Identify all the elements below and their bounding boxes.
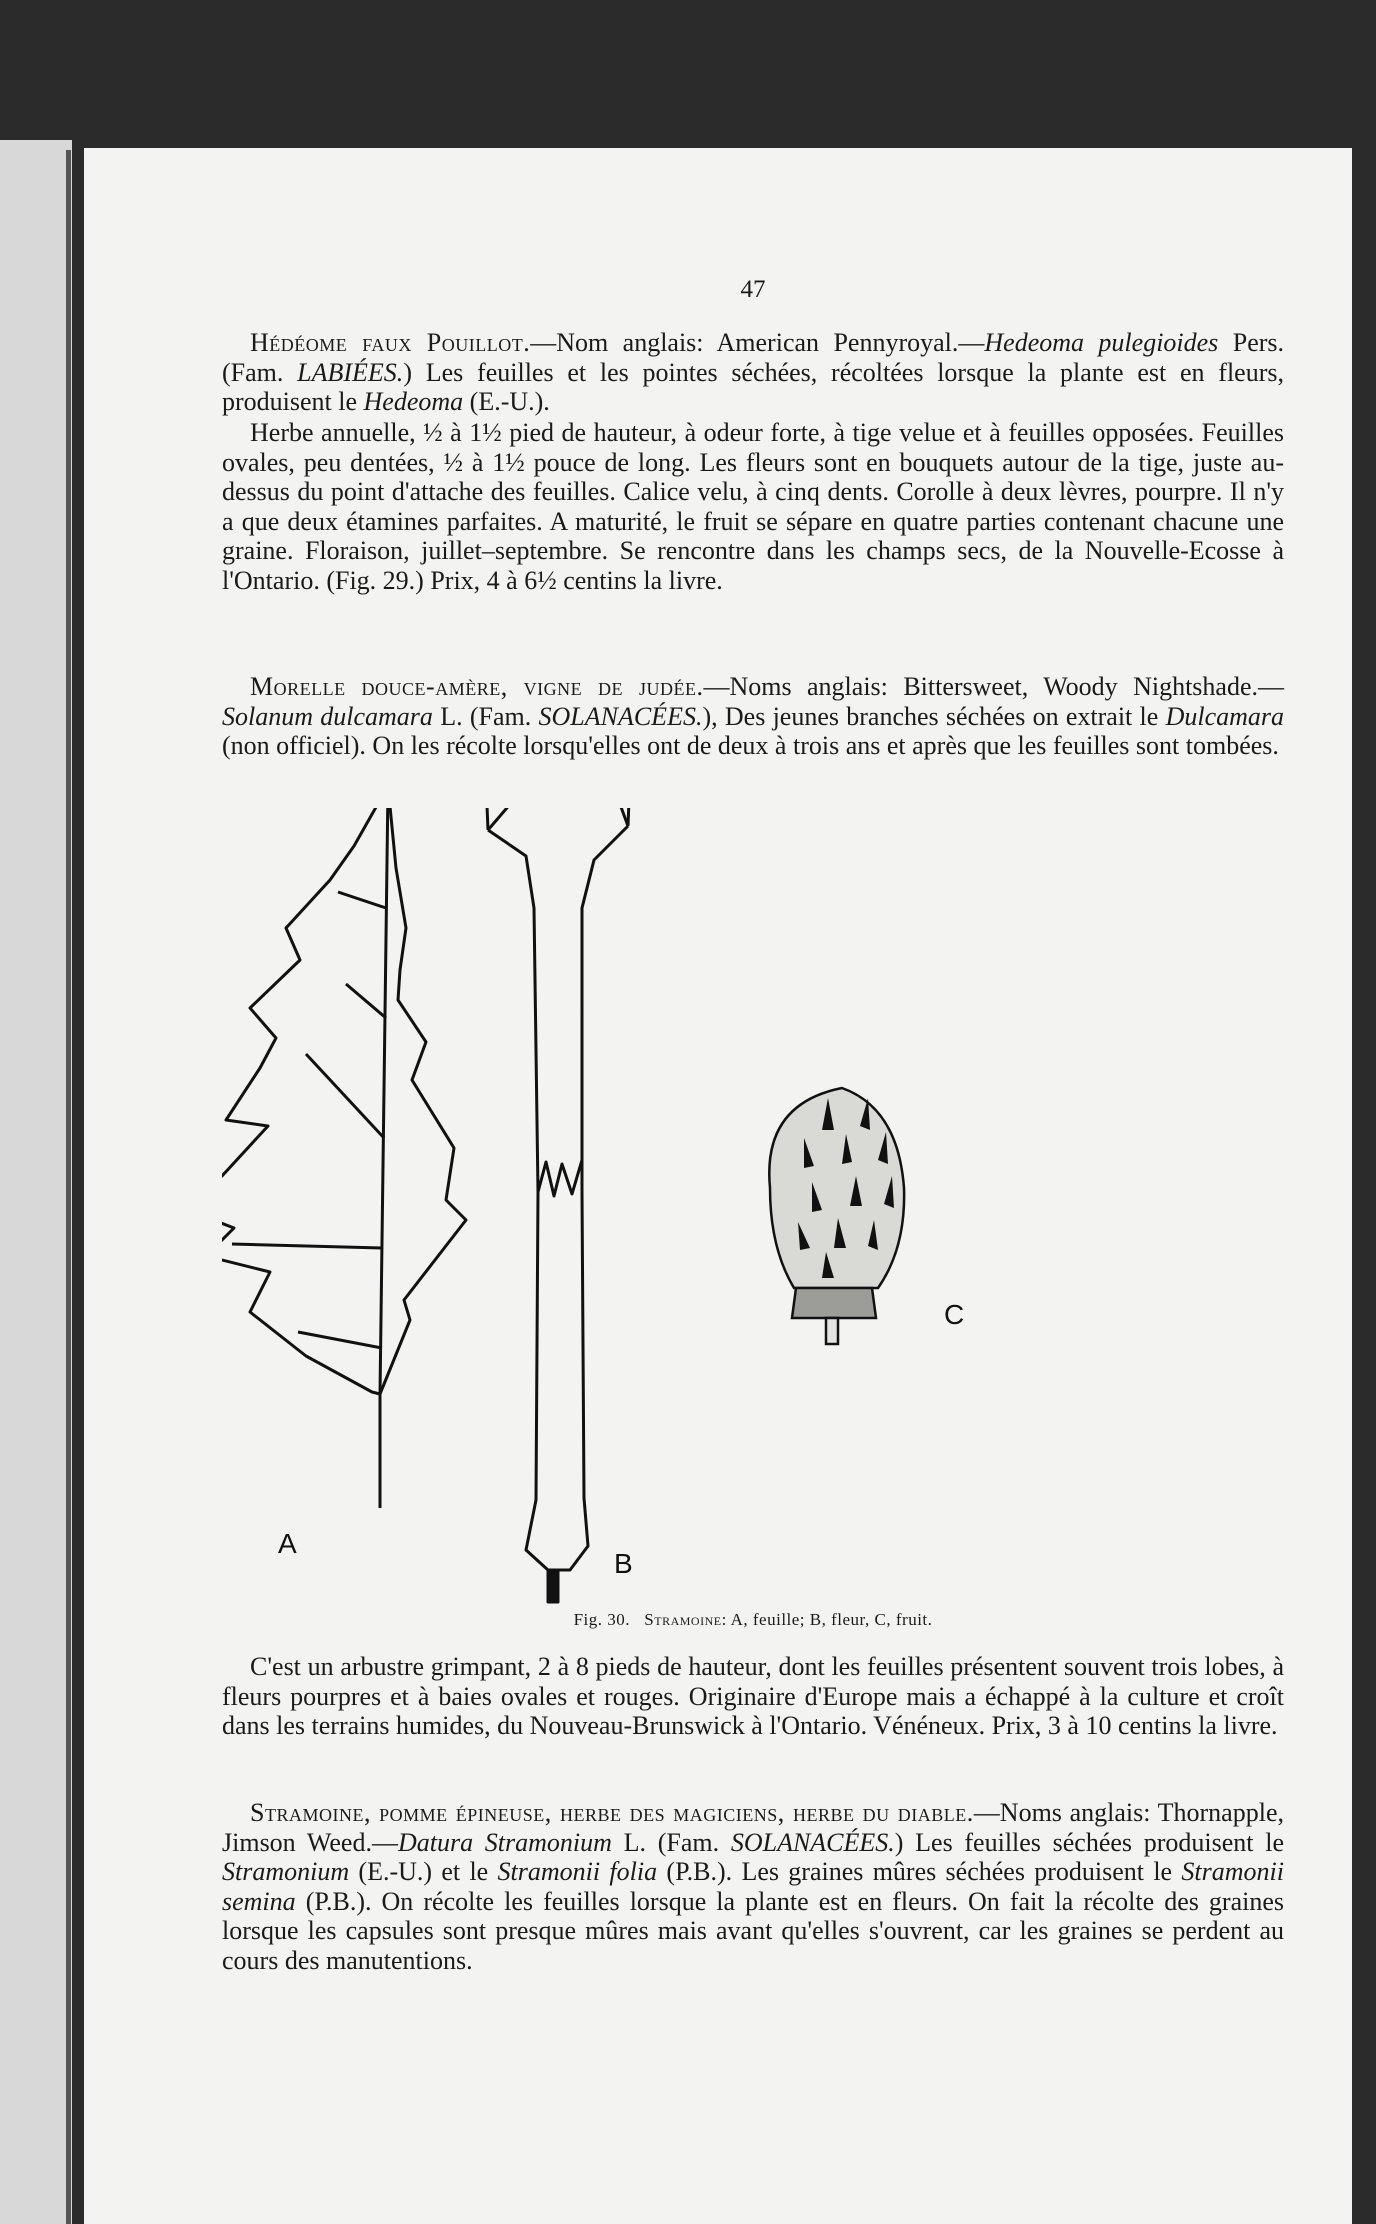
paragraph-stramoine: Stramoine, pomme épineuse, herbe des magiciens, herbe du diable.—Noms anglais: Thornapple, Jimson Weed.—Datura Stramonium L. (Fam. SOLANACÉES.) Les feuilles séchées produisent le Stramonium (E.-U.) et le Stramonii folia (P.B.). Les graines mûres séchées produisent le Stramonii semina (P.B.). On récolte les feuilles lorsque la plante est en fleurs. On fait la récolte des graines lorsque les capsules sont presque mûres mais avant qu'elles s'ouvrent, car les graines se perdent au cours des manutentions. bbox=[222, 1798, 1284, 1975]
paragraph-hedeome: Hédéome faux Pouillot.—Nom anglais: American Pennyroyal.—Hedeoma pulegioides Pers. (Fam. LABIÉES.) Les feuilles et les pointes séchées, récoltées lorsque la plante est en fleurs, produisent le Hedeoma (E.-U.). bbox=[222, 328, 1285, 416]
figure-label-a: A bbox=[278, 1528, 297, 1559]
page-number: 47 bbox=[740, 276, 766, 303]
paragraph-hedeome-description: Herbe annuelle, ½ à 1½ pied de hauteur, à odeur forte, à tige velue et à feuilles opposées. Feuilles ovales, peu dentées, ½ à 1½ pouce de long. Les fleurs sont en bouquets autour de la tige, juste au-dessus du point d'attache des feuilles. Calice velu, à cinq dents. Corolle à deux lèvres, pourpre. Il n'y a que deux étamines parfaites. A maturité, le fruit se sépare en quatre parties contenant chacune une graine. Floraison, juillet–septembre. Se rencontre dans les champs secs, de la Nouvelle-Ecosse à l'Ontario. (Fig. 29.) Prix, 4 à 6½ centins la livre. bbox=[222, 418, 1284, 595]
paragraph-morelle: Morelle douce-amère, vigne de judée.—Noms anglais: Bittersweet, Woody Nightshade.—Solanum dulcamara L. (Fam. SOLANACÉES.), Des jeunes branches séchées on extrait le Dulcamara (non officiel). On les récolte lorsqu'elles ont de deux à trois ans et après que les feuilles sont tombées. bbox=[222, 672, 1285, 760]
paragraph-morelle-description: C'est un arbustre grimpant, 2 à 8 pieds de hauteur, dont les feuilles présentent souvent trois lobes, à fleurs pourpres et à baies ovales et rouges. Originaire d'Europe mais a échappé à la culture et croît dans les terrains humides, du Nouveau-Brunswick à l'Ontario. Vénéneux. Prix, 3 à 10 centins la livre. bbox=[222, 1652, 1284, 1740]
entry-heading-morelle: Morelle douce-amère, vigne de judée. bbox=[250, 672, 704, 701]
book-gutter bbox=[66, 150, 71, 2224]
book-page bbox=[84, 148, 1352, 2224]
figure-caption: Fig. 30. Stramoine: A, feuille; B, fleur, C, fruit. bbox=[573, 1610, 933, 1629]
facing-page-edge bbox=[0, 140, 72, 2224]
leaf-drawing bbox=[222, 808, 466, 1508]
entry-heading-hedeome: Hédéome faux Pouillot. bbox=[250, 328, 531, 357]
flower-drawing bbox=[486, 808, 630, 1602]
figure-label-c: C bbox=[944, 1299, 965, 1330]
fruit-drawing bbox=[769, 1088, 904, 1344]
entry-heading-stramoine: Stramoine, pomme épineuse, herbe des magiciens, herbe du diable. bbox=[250, 1798, 974, 1827]
figure-label-b: B bbox=[614, 1548, 633, 1579]
